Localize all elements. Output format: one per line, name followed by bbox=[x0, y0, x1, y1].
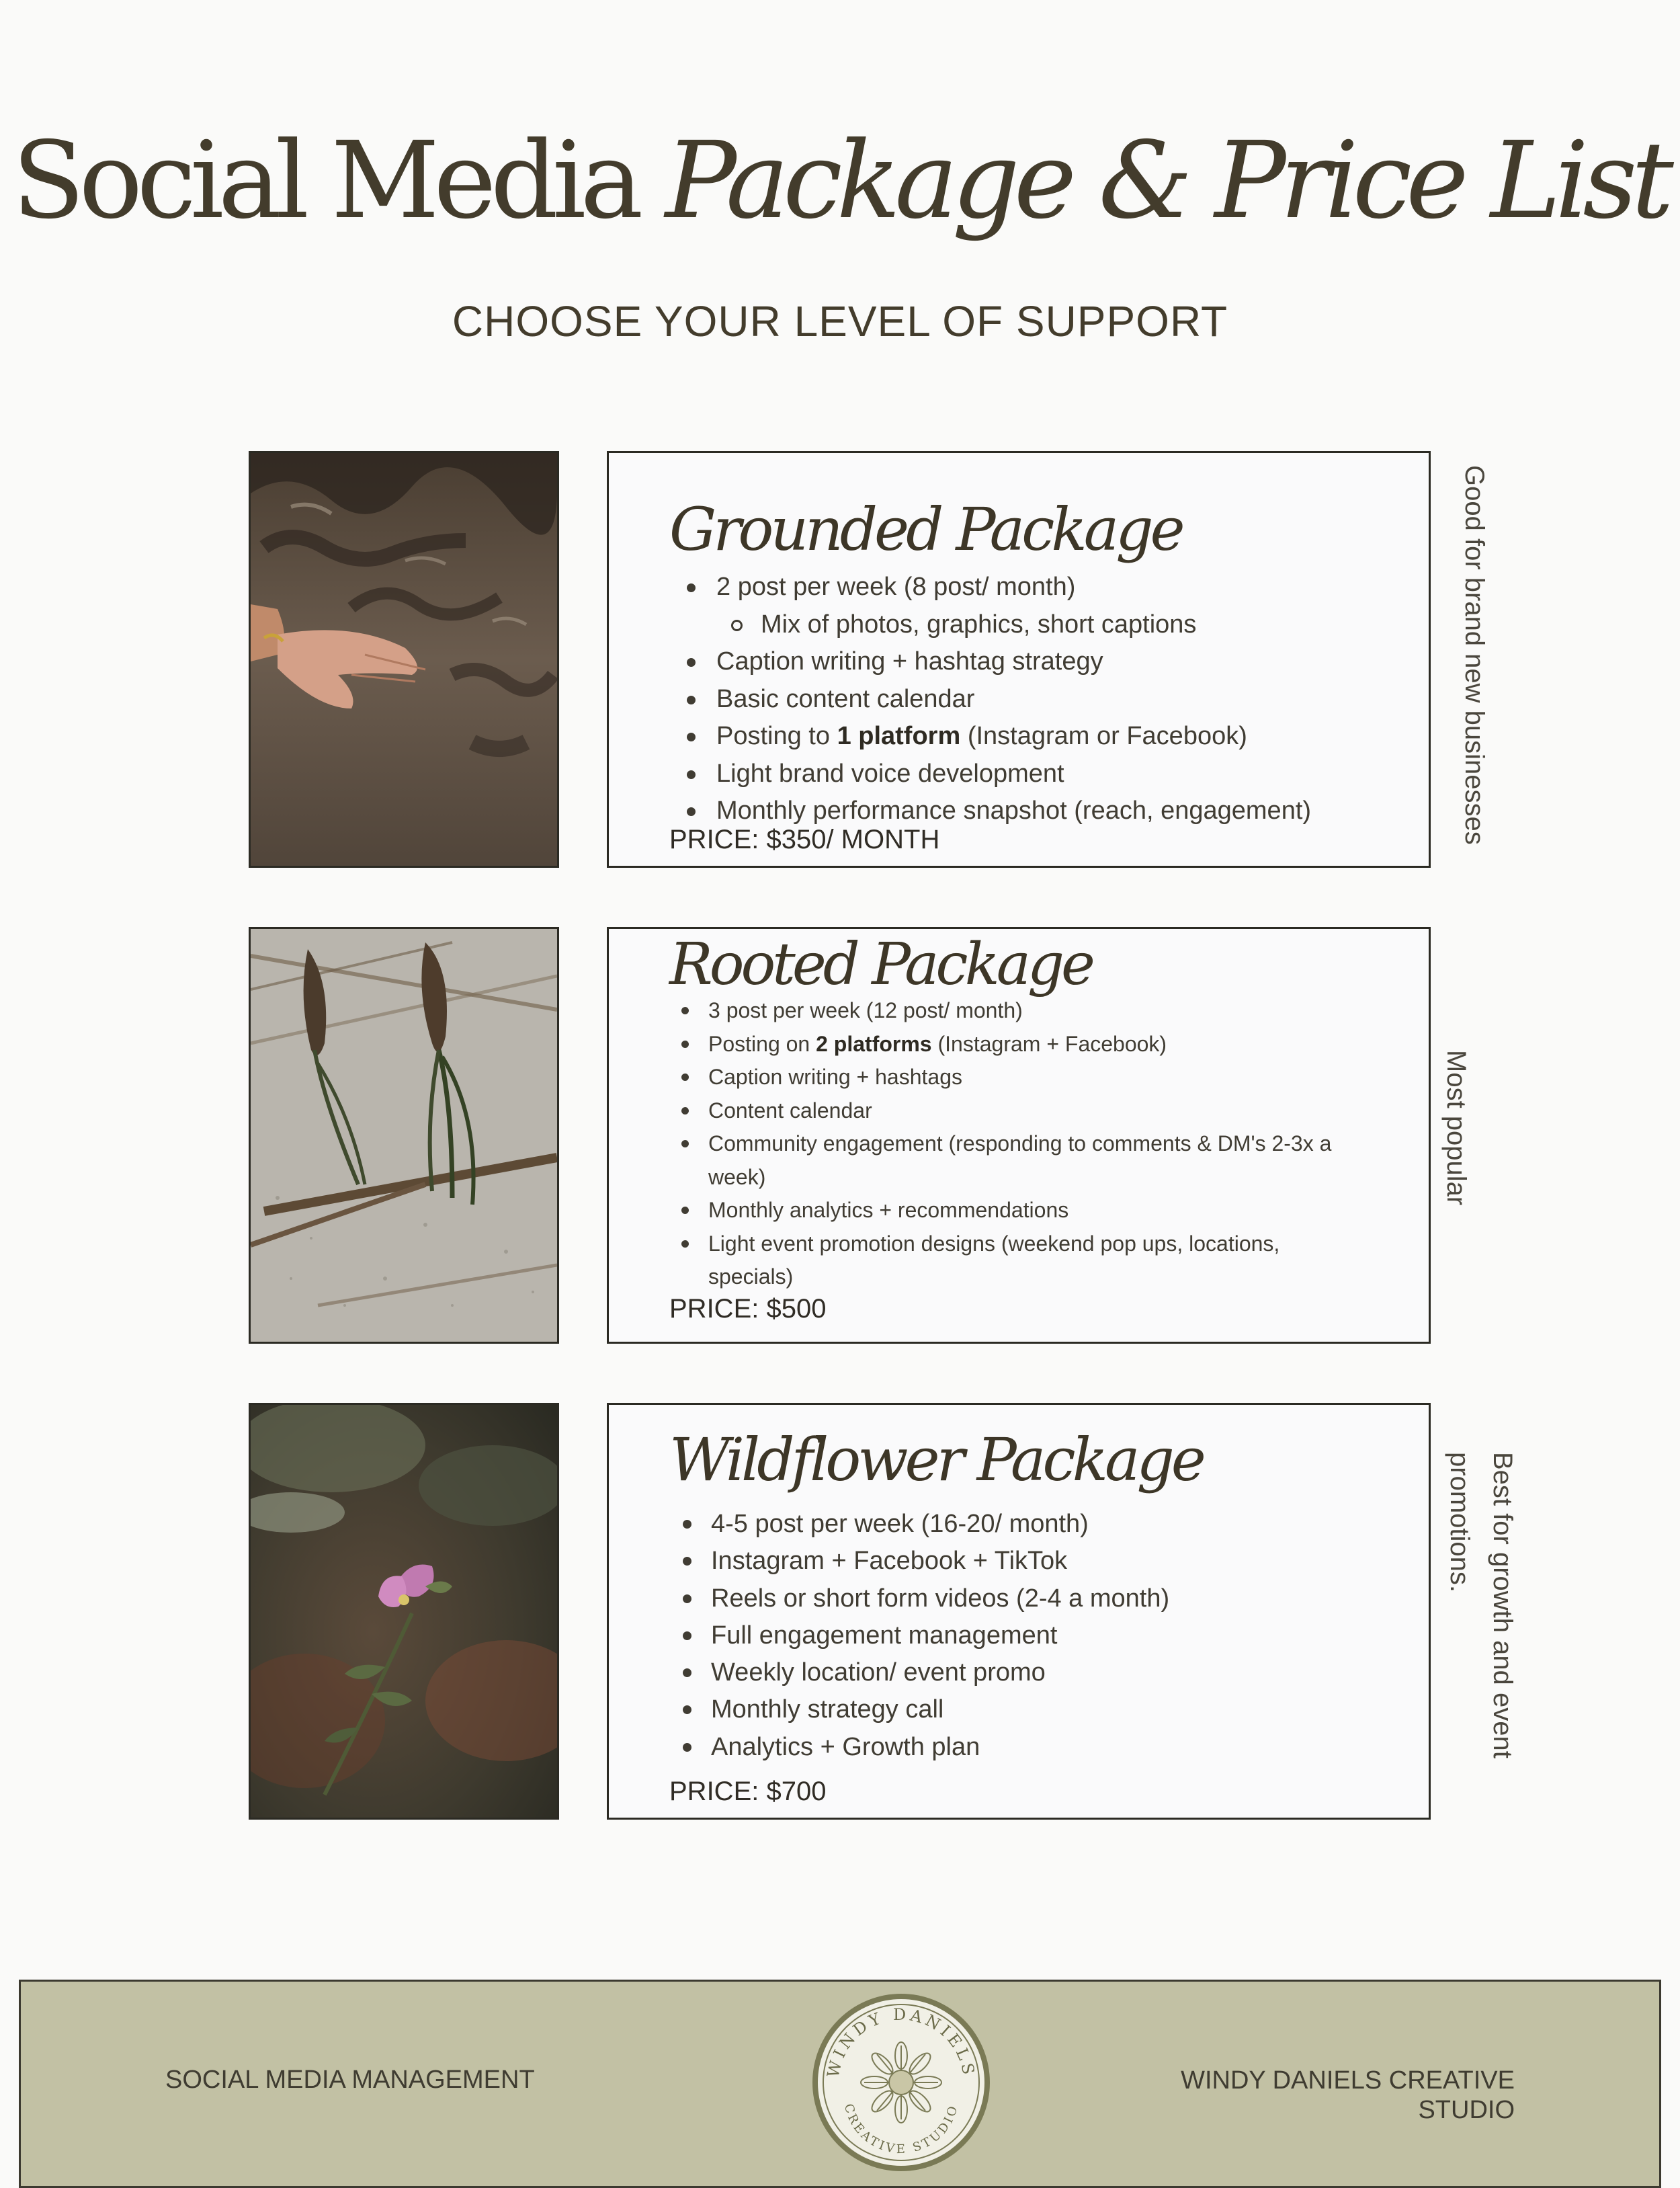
feature-item bbox=[663, 1654, 1169, 1691]
grounded-photo bbox=[249, 451, 559, 868]
feature-text: Light event promotion designs (weekend pop ups, locations, bbox=[708, 1231, 1280, 1256]
feature-item bbox=[663, 1094, 1331, 1128]
feature-text: Community engagement (responding to comments & DM's 2-3x a bbox=[708, 1131, 1332, 1156]
tagline-line: promotions. bbox=[1445, 1452, 1474, 1592]
svg-text:CREATIVE STUDIO: CREATIVE STUDIO bbox=[841, 2102, 962, 2157]
footer-studio-line: STUDIO bbox=[1418, 2096, 1515, 2124]
feature-list bbox=[663, 994, 1331, 1294]
feature-item: 2 post per week (8 post/ month) bbox=[663, 569, 1311, 606]
feature-text: (Instagram or Facebook) bbox=[960, 722, 1247, 750]
feature-item bbox=[663, 1061, 1331, 1094]
feature-item: Basic content calendar bbox=[663, 681, 1311, 719]
feature-list bbox=[663, 569, 1311, 830]
title-italic: Package & Price List bbox=[665, 119, 1668, 243]
footer-band bbox=[19, 1980, 1661, 2188]
feature-text: Weekly location/ event promo bbox=[711, 1658, 1046, 1687]
feature-text: Reels or short form videos (2-4 a month) bbox=[711, 1584, 1170, 1613]
feature-item bbox=[663, 718, 1311, 756]
feature-item bbox=[663, 1729, 1169, 1766]
footer-studio-line: WINDY DANIELS CREATIVE bbox=[1181, 2066, 1515, 2095]
package-title: Grounded Package bbox=[669, 495, 1182, 564]
page-subtitle: CHOOSE YOUR LEVEL OF SUPPORT bbox=[452, 297, 1228, 346]
feature-text: Monthly analytics + recommendations bbox=[708, 1198, 1069, 1222]
feature-text: (Instagram + Facebook) bbox=[931, 1031, 1167, 1056]
package-tagline: Good for brand new businesses bbox=[1460, 465, 1489, 845]
wildflower-package-card bbox=[607, 1403, 1431, 1820]
studio-seal-logo bbox=[810, 1982, 992, 2177]
package-tagline bbox=[1438, 1452, 1524, 1758]
feature-bold: 2 platforms bbox=[816, 1031, 932, 1056]
feature-text: 3 post per week (12 post/ month) bbox=[708, 998, 1023, 1022]
feature-item bbox=[663, 994, 1331, 1028]
feature-item bbox=[663, 1194, 1331, 1227]
feature-text: Content calendar bbox=[708, 1098, 872, 1123]
feature-text: 4-5 post per week (16-20/ month) bbox=[711, 1510, 1089, 1538]
feature-text: Monthly strategy call bbox=[711, 1695, 944, 1724]
feature-item: Monthly performance snapshot (reach, engagement) bbox=[663, 793, 1311, 830]
feature-item: Caption writing + hashtag strategy bbox=[663, 643, 1311, 681]
svg-text:WINDY DANIELS: WINDY DANIELS bbox=[823, 2004, 979, 2080]
feature-item bbox=[663, 1543, 1169, 1580]
package-title: Rooted Package bbox=[669, 931, 1092, 998]
feature-item bbox=[663, 1127, 1331, 1194]
feature-text: Caption writing + hashtags bbox=[708, 1065, 962, 1089]
package-title: Wildflower Package bbox=[669, 1425, 1203, 1494]
feature-text: specials) bbox=[708, 1264, 794, 1289]
feature-text: week) bbox=[708, 1164, 766, 1189]
rooted-photo bbox=[249, 927, 559, 1344]
wildflower-photo bbox=[249, 1403, 559, 1820]
tagline-line: Best for growth and event bbox=[1488, 1452, 1517, 1758]
price: PRICE: $700 bbox=[669, 1777, 827, 1806]
rooted-package-card bbox=[607, 927, 1431, 1344]
feature-item bbox=[663, 1506, 1169, 1543]
feature-text: Analytics + Growth plan bbox=[711, 1732, 980, 1761]
feature-item bbox=[663, 1028, 1331, 1061]
feature-text: Full engagement management bbox=[711, 1621, 1058, 1650]
feature-item bbox=[663, 1617, 1169, 1654]
feature-sub-item: Mix of photos, graphics, short captions bbox=[663, 606, 1311, 644]
feature-bold: 1 platform bbox=[837, 722, 961, 750]
feature-text: Posting on bbox=[708, 1031, 816, 1056]
grounded-package-card bbox=[607, 451, 1431, 868]
price: PRICE: $350/ MONTH bbox=[669, 825, 940, 854]
feature-item bbox=[663, 1580, 1169, 1617]
feature-text: Instagram + Facebook + TikTok bbox=[711, 1547, 1068, 1576]
package-tagline: Most popular bbox=[1441, 1050, 1471, 1206]
footer-service: SOCIAL MEDIA MANAGEMENT bbox=[165, 2066, 535, 2094]
page-title bbox=[0, 119, 1680, 243]
feature-item bbox=[663, 1227, 1331, 1294]
price: PRICE: $500 bbox=[669, 1294, 827, 1324]
feature-item bbox=[663, 1691, 1169, 1728]
title-plain: Social Media bbox=[12, 119, 665, 243]
feature-text: Posting to bbox=[716, 722, 837, 750]
footer-studio-name bbox=[1138, 2066, 1515, 2125]
feature-list bbox=[663, 1506, 1169, 1766]
feature-item: Light brand voice development bbox=[663, 756, 1311, 793]
